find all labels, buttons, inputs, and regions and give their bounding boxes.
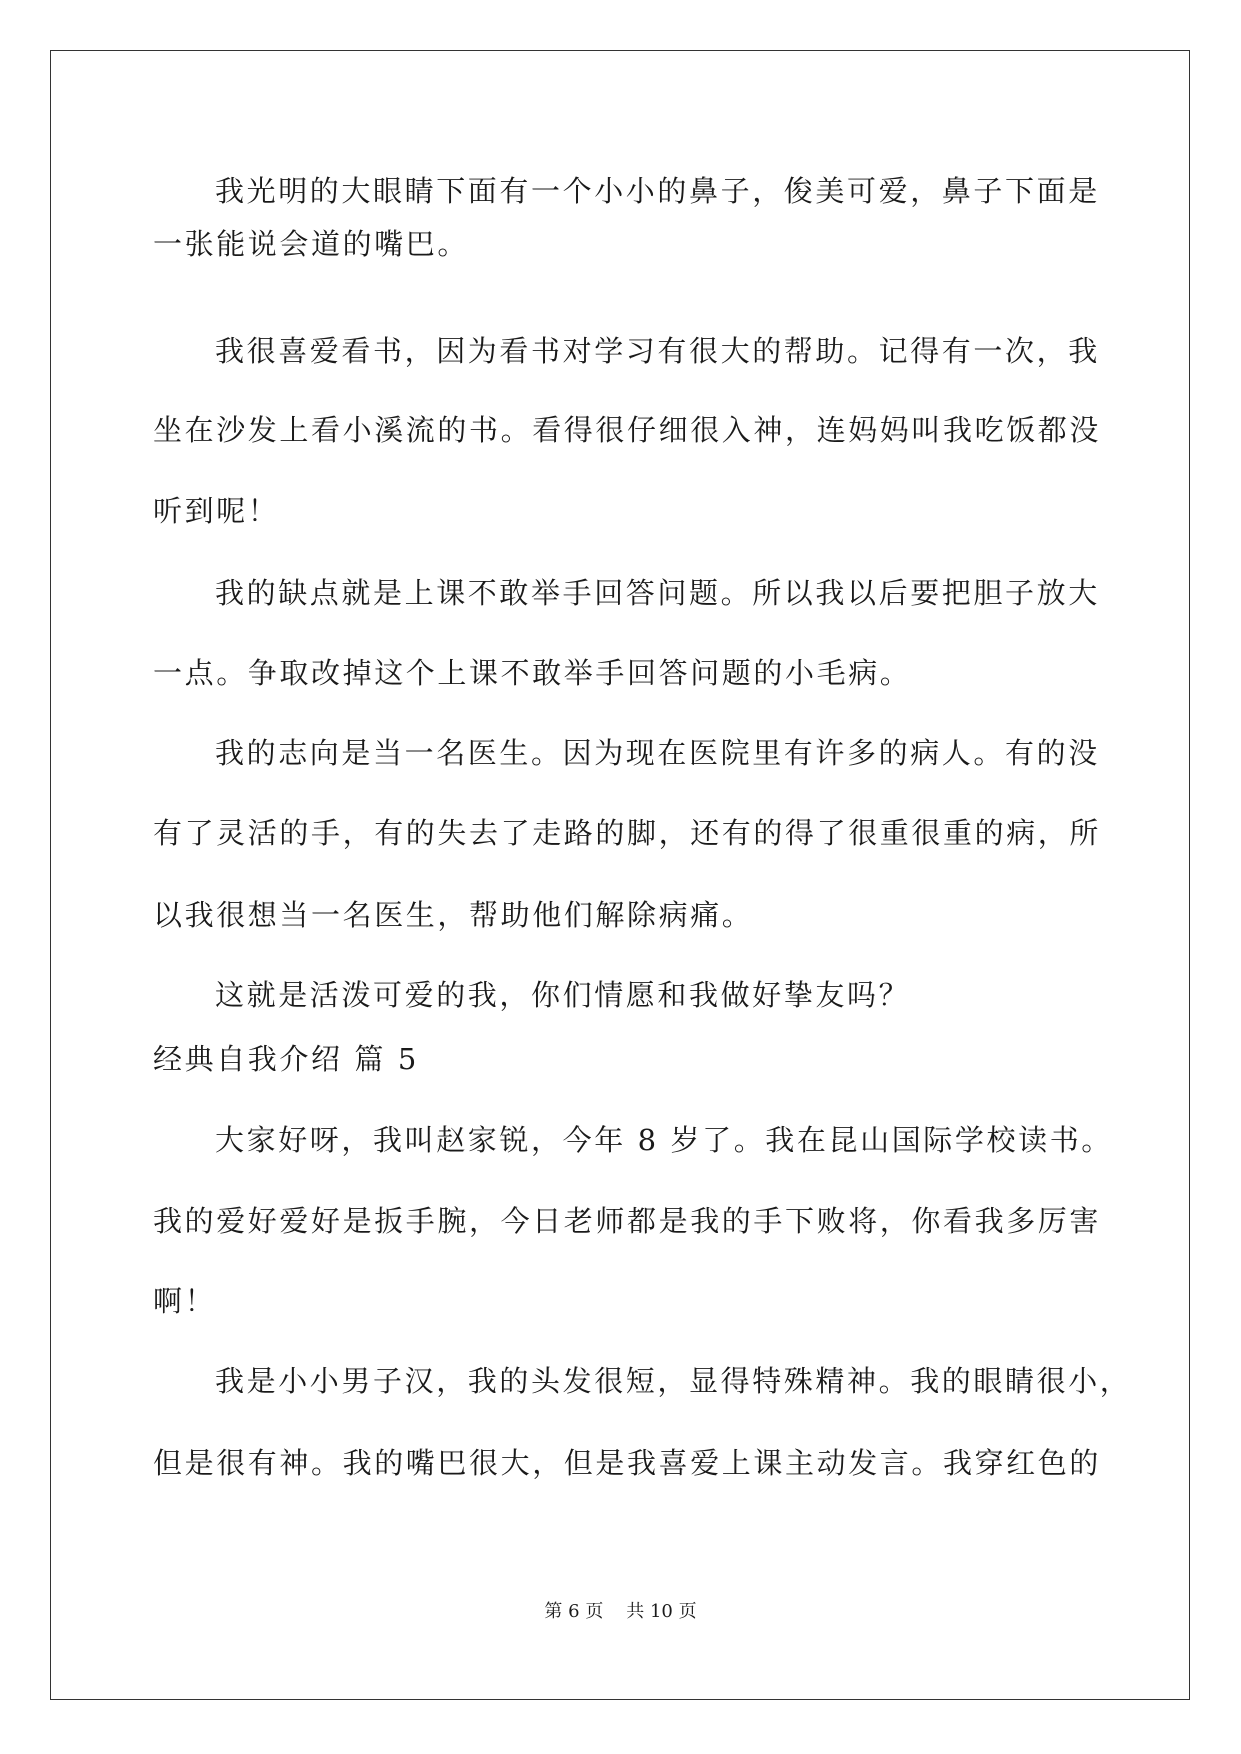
page-number: 第 6 页 [544,1601,604,1622]
paragraph-line: 这就是活泼可爱的我，你们情愿和我做好挚友吗？ [215,978,911,1012]
paragraph-line: 啊！ [153,1284,217,1318]
paragraph-line: 我光明的大眼睛下面有一个小小的鼻子，俊美可爱，鼻子下面是 [215,174,1100,208]
paragraph-line: 一张能说会道的嘴巴。 [153,227,470,261]
paragraph-line: 有了灵活的手，有的失去了走路的脚，还有的得了很重很重的病，所 [153,816,1102,850]
paragraph-line: 以我很想当一名医生，帮助他们解除病痛。 [153,898,754,932]
page-footer [0,1597,1241,1623]
section-heading: 经典自我介绍 篇 5 [153,1042,419,1076]
paragraph-line: 我的志向是当一名医生。因为现在医院里有许多的病人。有的没 [215,736,1100,770]
paragraph-line: 我的爱好爱好是扳手腕，今日老师都是我的手下败将，你看我多厉害 [153,1204,1102,1238]
paragraph-line: 但是很有神。我的嘴巴很大，但是我喜爱上课主动发言。我穿红色的 [153,1446,1102,1480]
paragraph-line: 听到呢！ [153,494,280,528]
page-total: 共 10 页 [626,1601,697,1622]
paragraph-line: 坐在沙发上看小溪流的书。看得很仔细很入神，连妈妈叫我吃饭都没 [153,413,1102,447]
paragraph-line: 大家好呀，我叫赵家锐，今年 8 岁了。我在昆山国际学校读书。 [215,1123,1113,1157]
paragraph-line: 我很喜爱看书，因为看书对学习有很大的帮助。记得有一次，我 [215,334,1100,368]
paragraph-line: 我是小小男子汉，我的头发很短，显得特殊精神。我的眼睛很小， [215,1364,1132,1398]
paragraph-line: 一点。争取改掉这个上课不敢举手回答问题的小毛病。 [153,656,912,690]
paragraph-line: 我的缺点就是上课不敢举手回答问题。所以我以后要把胆子放大 [215,576,1100,610]
